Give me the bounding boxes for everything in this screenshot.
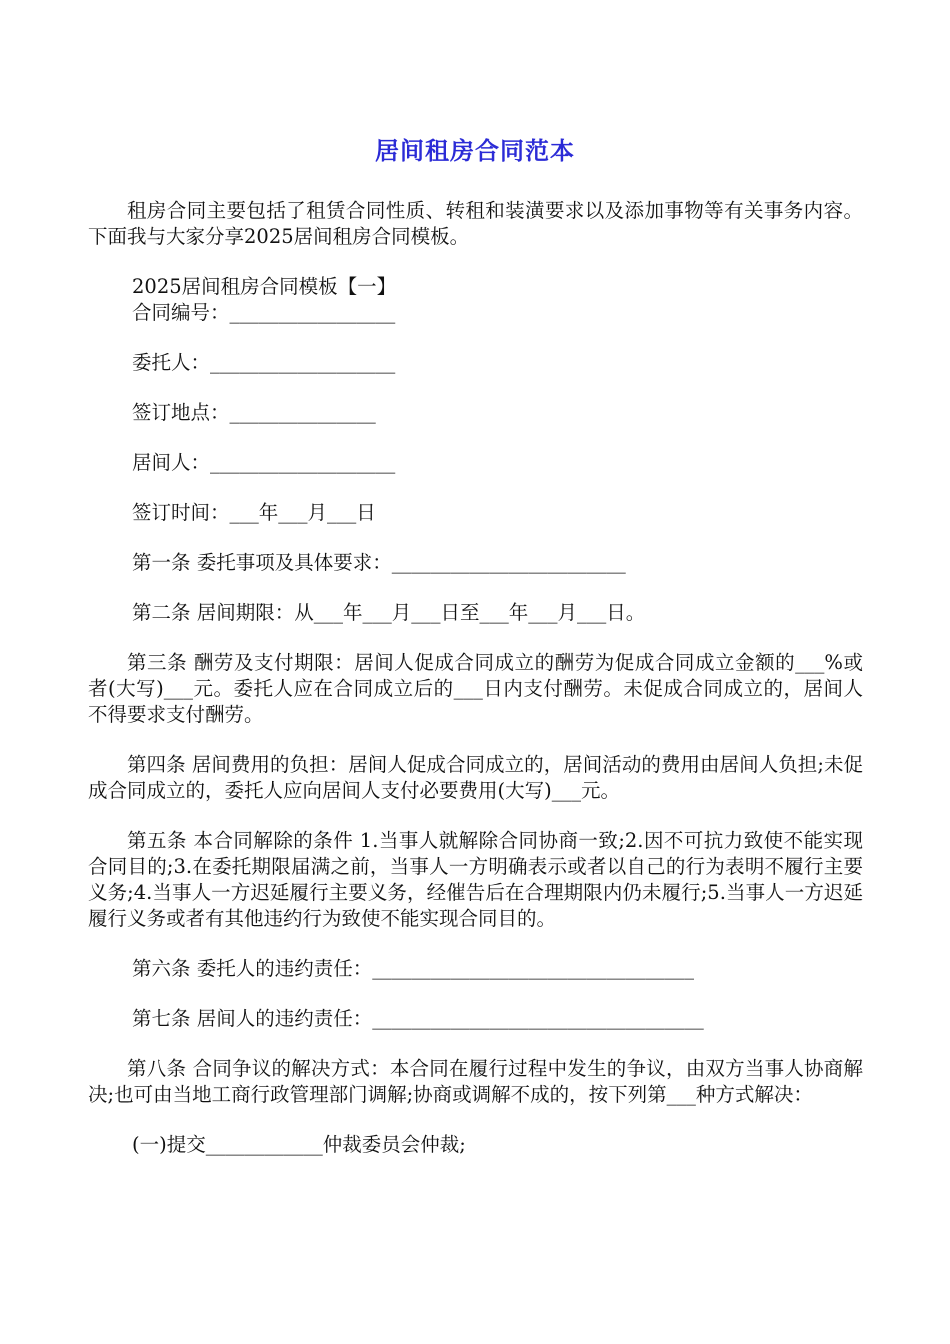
field-contract-no: 合同编号：_________________: [132, 301, 396, 324]
article-6: 第六条 委托人的违约责任：_________________________________: [132, 957, 694, 980]
article-1: 第一条 委托事项及具体要求：________________________: [132, 551, 626, 574]
field-sign-place: 签订地点：_______________: [132, 401, 376, 424]
template-heading: 2025居间租房合同模板【一】: [132, 275, 397, 298]
article-3: 第三条 酬劳及支付期限：居间人促成合同成立的酬劳为促成合同成立金额的___%或者(大写)___元。委托人应在合同成立后的___日内支付酬劳。未促成合同成立的，居间人不得要求支付酬劳。: [88, 651, 863, 726]
document-title: 居间租房合同范本: [375, 137, 575, 165]
article-8-option-1: (一)提交____________仲裁委员会仲裁;: [132, 1133, 466, 1156]
article-2: 第二条 居间期限：从___年___月___日至___年___月___日。: [132, 601, 646, 624]
article-8: 第八条 合同争议的解决方式：本合同在履行过程中发生的争议，由双方当事人协商解决;也可由当地工商行政管理部门调解;协商或调解不成的，按下列第___种方式解决：: [88, 1057, 863, 1106]
intro-paragraph: 租房合同主要包括了租赁合同性质、转租和装潢要求以及添加事物等有关事务内容。下面我与大家分享2025居间租房合同模板。: [88, 199, 863, 248]
article-5: 第五条 本合同解除的条件 1.当事人就解除合同协商一致;2.因不可抗力致使不能实现合同目的;3.在委托期限届满之前，当事人一方明确表示或者以自己的行为表明不履行主要义务;4.当事人一方迟延履行主要义务，经催告后在合理期限内仍未履行;5.当事人一方迟延履行义务或者有其他违约行为致使不能实现合同目的。: [88, 829, 863, 930]
field-client: 委托人：___________________: [132, 351, 396, 374]
field-sign-time: 签订时间：___年___月___日: [132, 501, 376, 524]
article-7: 第七条 居间人的违约责任：__________________________________: [132, 1007, 704, 1030]
field-broker: 居间人：___________________: [132, 451, 396, 474]
article-4: 第四条 居间费用的负担：居间人促成合同成立的，居间活动的费用由居间人负担;未促成合同成立的，委托人应向居间人支付必要费用(大写)___元。: [88, 753, 863, 802]
document-body: [88, 198, 863, 1158]
